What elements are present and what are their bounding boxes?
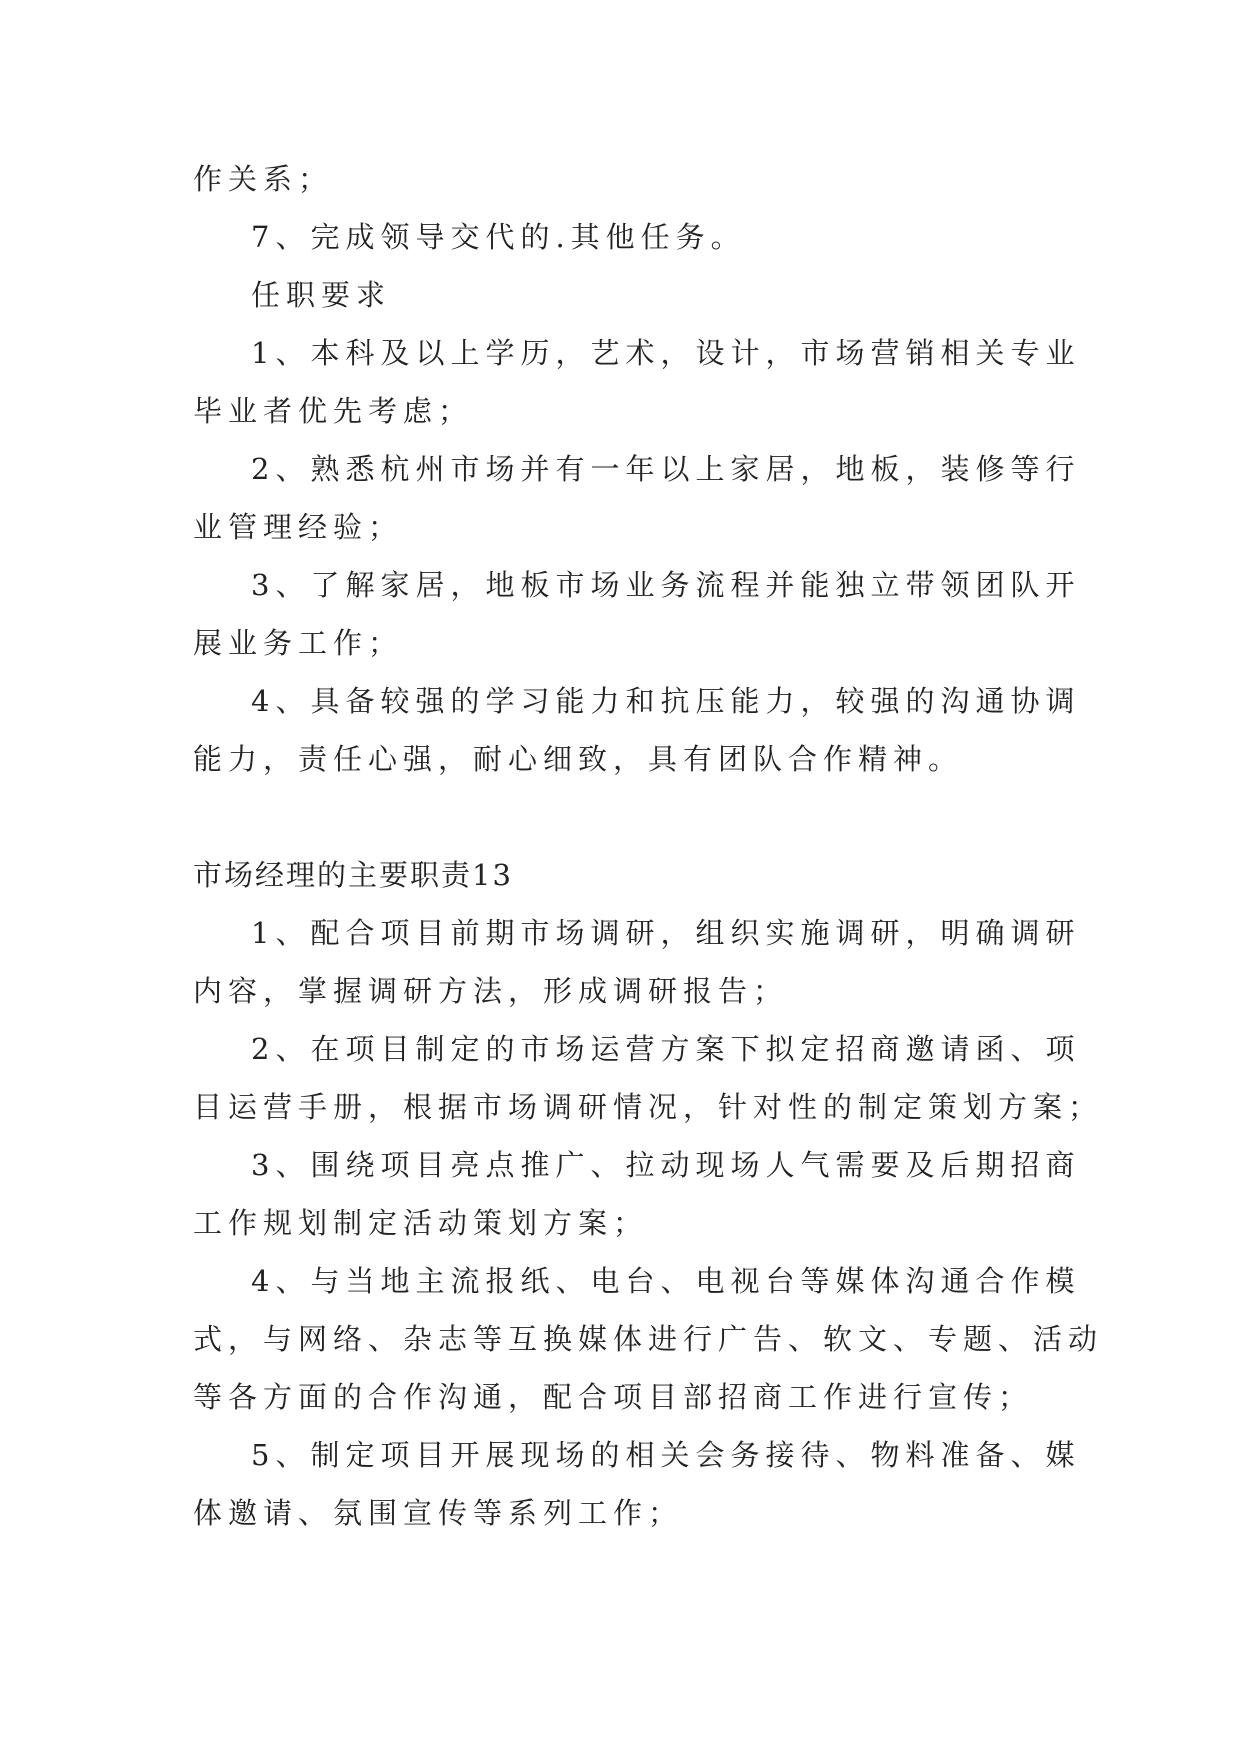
section-title: 市场经理的主要职责13 [193, 858, 513, 892]
paragraph-line: 任职要求 [251, 278, 392, 312]
paragraph-line: 4、与当地主流报纸、电台、电视台等媒体沟通合作模 [251, 1264, 1081, 1298]
paragraph-line: 2、熟悉杭州市场并有一年以上家居，地板，装修等行 [251, 452, 1081, 486]
paragraph-line: 1、配合项目前期市场调研，组织实施调研，明确调研 [251, 916, 1081, 950]
paragraph-line: 体邀请、氛围宣传等系列工作； [193, 1496, 684, 1530]
paragraph-line: 3、了解家居，地板市场业务流程并能独立带领团队开 [251, 568, 1081, 602]
paragraph-line: 2、在项目制定的市场运营方案下拟定招商邀请函、项 [251, 1032, 1081, 1066]
paragraph-line: 7、完成领导交代的.其他任务。 [251, 220, 746, 254]
paragraph-line: 1、本科及以上学历，艺术，设计，市场营销相关专业 [251, 336, 1081, 370]
paragraph-line: 式，与网络、杂志等互换媒体进行广告、软文、专题、活动 [193, 1322, 1104, 1356]
paragraph-line: 工作规划制定活动策划方案； [193, 1206, 649, 1240]
responsibilities-block [193, 904, 1104, 1542]
document-page [193, 150, 1104, 1542]
paragraph-line: 内容，掌握调研方法，形成调研报告； [193, 974, 789, 1008]
paragraph-line: 业管理经验； [193, 510, 404, 544]
paragraph-line: 毕业者优先考虑； [193, 394, 474, 428]
paragraph-line: 作关系； [193, 162, 334, 196]
paragraph-line: 展业务工作； [193, 626, 404, 660]
paragraph-line: 能力，责任心强，耐心细致，具有团队合作精神。 [193, 742, 964, 776]
paragraph-line: 目运营手册，根据市场调研情况，针对性的制定策划方案； [193, 1090, 1104, 1124]
paragraph-line: 等各方面的合作沟通，配合项目部招商工作进行宣传； [193, 1380, 1034, 1414]
paragraph-line: 4、具备较强的学习能力和抗压能力，较强的沟通协调 [251, 684, 1081, 718]
requirements-block [193, 150, 1081, 788]
paragraph-line: 3、围绕项目亮点推广、拉动现场人气需要及后期招商 [251, 1148, 1081, 1182]
paragraph-line: 5、制定项目开展现场的相关会务接待、物料准备、媒 [251, 1438, 1081, 1472]
